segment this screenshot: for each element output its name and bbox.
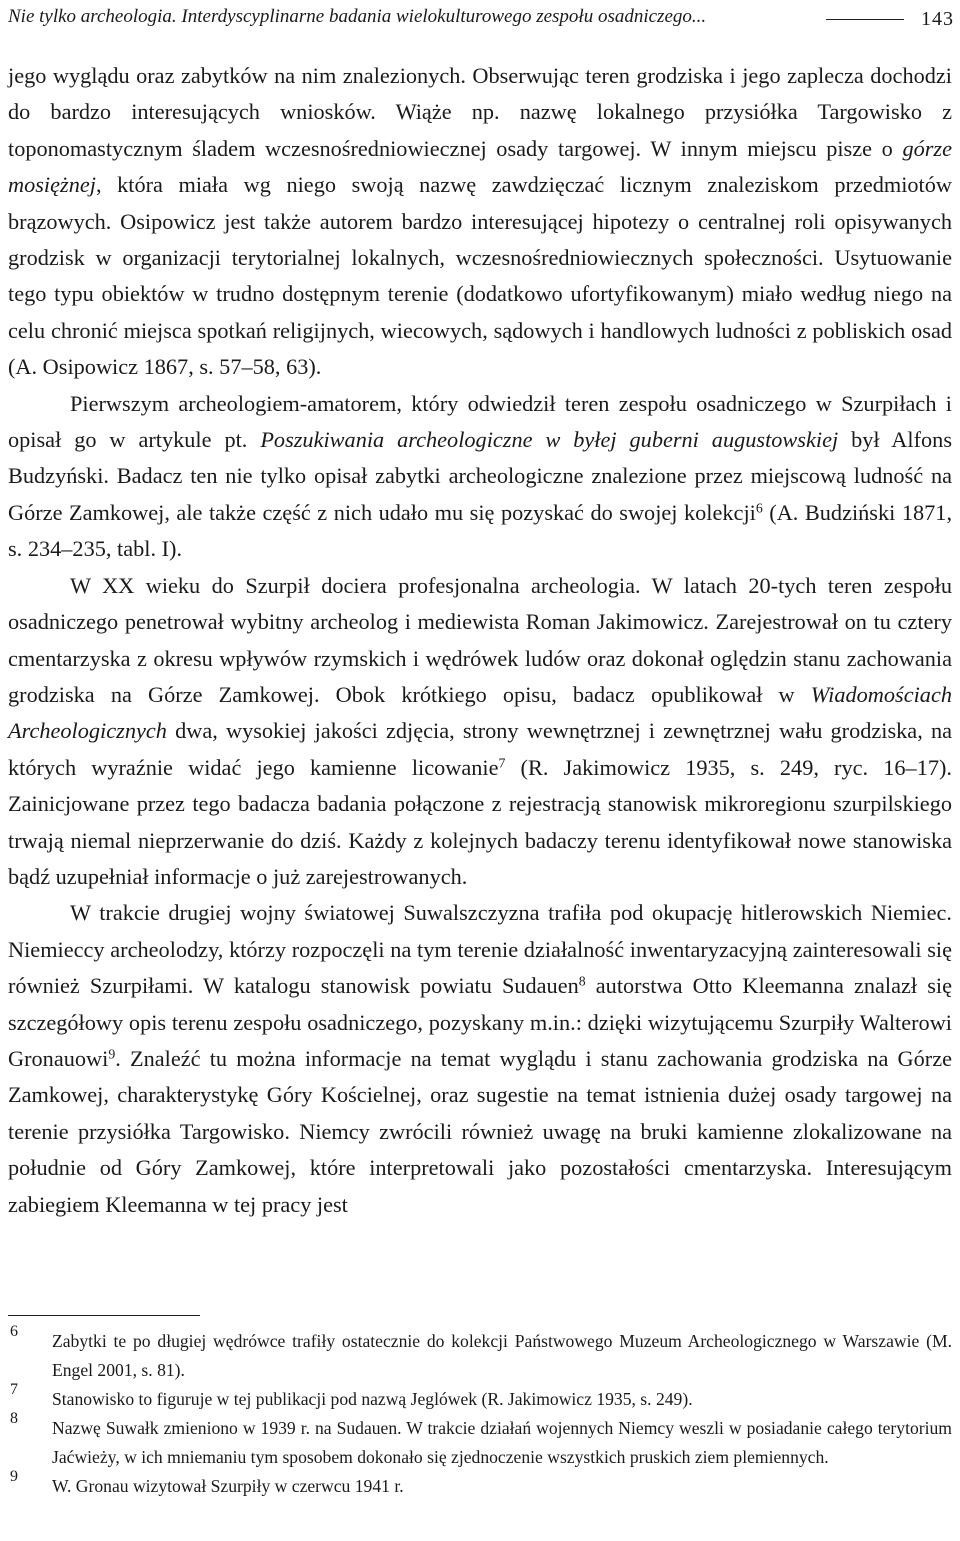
footnote-text: W. Gronau wizytował Szurpiły w czerwcu 1941 r. [52, 1476, 404, 1496]
italic-title: Poszukiwania archeologiczne w byłej guberni augustowskiej [260, 427, 839, 453]
text-run: autorstwa Otto Kleemanna znalazł się szczegółowy opis terenu zespołu osadniczego, pozyskany m.in.: dzięki wizytującemu Szurpiły Walterowi Gronauowi [8, 973, 952, 1071]
paragraph [8, 386, 952, 568]
running-header [8, 4, 956, 30]
footnote-number: 7 [10, 1381, 18, 1398]
text-run: dwa, wysokiej jakości zdjęcia, strony wewnętrznej i zewnętrznej wału grodziska, na których wyraźnie widać jego kamienne licowanie [8, 718, 952, 780]
text-run: (A. Budziński 1871, s. 234–235, tabl. I). [8, 499, 953, 562]
footnote-number: 8 [10, 1410, 18, 1427]
footnotes [8, 1323, 952, 1501]
italic-title: Wiadomościach Archeologicznych [8, 681, 952, 744]
text-run: , która miała wg niego swoją nazwę zawdzięczać licznym znaleziskom przedmiotów brązowych. Osipowicz jest także autorem bardzo interesującej hipotezy o centralnej roli opisywanych grodzisk w organizacji terytorialnej lokalnych, wczesnośredniowiecznych społeczności. Usytuowanie tego typu obiektów w trudno dostępnym terenie (dodatkowo ufortyfikowanym) miało według niego na celu chronić miejsca spotkań religijnych, wiecowych, sądowych i handlowych ludności z pobliskich osad (A. Osipowicz 1867, s. 57–58, 63). [8, 172, 952, 380]
text-run: W XX wieku do Szurpił dociera profesjonalna archeologia. W latach 20-tych teren zespołu osadniczego penetrował wybitny archeolog i mediewista Roman Jakimowicz. Zarejestrował on tu cztery cmentarzyska z okresu wpływów rzymskich i wędrówek ludów oraz dokonał oględzin stanu zachowania grodziska na Górze Zamkowej. Obok krótkiego opisu, badacz opublikował w [8, 572, 952, 707]
paragraph [8, 58, 952, 386]
text-run: jego wyglądu oraz zabytków na nim znalezionych. Obserwując teren grodziska i jego zaplecza dochodzi do bardzo interesujących wniosków. Wiąże np. nazwę lokalnego przysiółka Targowisko z toponomastycznym śladem wczesnośredniowiecznej osady targowej. W innym miejscu pisze o [8, 63, 952, 161]
footnote-text: Zabytki te po długiej wędrówce trafiły ostatecznie do kolekcji Państwowego Muzeum Archeologicznego w Warszawie (M. Engel 2001, s. 81). [52, 1331, 952, 1380]
text-run: był Alfons Budzyński. Badacz ten nie tylko opisał zabytki archeologiczne znalezione przez miejscową ludność na Górze Zamkowej, ale także część z nich udało mu się pozyskać do swojej kolekcji [8, 427, 952, 525]
italic-title: górze mosiężnej [8, 135, 952, 198]
running-title: Nie tylko archeologia. Interdyscyplinarne badania wielokulturowego zespołu osadniczego... [8, 6, 707, 27]
footnote-ref: 7 [498, 755, 506, 771]
footnote [8, 1381, 952, 1414]
footnote-ref: 9 [108, 1046, 116, 1062]
footnote-text: Stanowisko to figuruje w tej publikacji pod nazwą Jeglówek (R. Jakimowicz 1935, s. 249). [52, 1389, 693, 1409]
paragraph [8, 568, 952, 896]
footnote [8, 1323, 952, 1385]
footnote [8, 1410, 952, 1472]
footnote-ref: 6 [755, 500, 763, 516]
footnote [8, 1468, 952, 1501]
footnote-number: 6 [10, 1323, 18, 1340]
footnote-separator [8, 1315, 200, 1316]
page-number: 143 [921, 8, 954, 30]
body-text [8, 58, 952, 1223]
paragraph [8, 895, 952, 1223]
footnote-number: 9 [10, 1468, 18, 1485]
header-rule [826, 19, 904, 20]
text-run: Pierwszym archeologiem-amatorem, który odwiedził teren zespołu osadniczego w Szurpiłach i opisał go w artykule pt. [8, 390, 952, 453]
text-run: W trakcie drugiej wojny światowej Suwalszczyzna trafiła pod okupację hitlerowskich Niemiec. Niemieccy archeolodzy, którzy rozpoczęli na tym terenie działalność inwentaryzacyjną zainteresowali się również Szurpiłami. W katalogu stanowisk powiatu Sudauen [8, 900, 952, 999]
footnote-text: Nazwę Suwałk zmieniono w 1939 r. na Sudauen. W trakcie działań wojennych Niemcy weszli w posiadanie całego terytorium Jaćwieży, w ich mniemaniu tym sposobem dokonało się zjednoczenie wszystkich pruskich ziem plemiennych. [52, 1418, 952, 1467]
text-run: . Znaleźć tu można informacje na temat wyglądu i stanu zachowania grodziska na Górze Zamkowej, charakterystykę Góry Kościelnej, oraz sugestie na temat istnienia dużej osady targowej na terenie przysiółka Targowisko. Niemcy zwrócili również uwagę na bruki kamienne zlokalizowane na południe od Góry Zamkowej, które interpretowali jako pozostałości cmentarzyska. Interesującym zabiegiem Kleemanna w tej pracy jest [8, 1045, 952, 1217]
text-run: (R. Jakimowicz 1935, s. 249, ryc. 16–17). Zainicjowane przez tego badacza badania połączone z rejestracją stanowisk mikroregionu szurpilskiego trwają niemal nieprzerwanie do dziś. Każdy z kolejnych badaczy terenu identyfikował nowe stanowiska bądź uzupełniał informacje o już zarejestrowanych. [8, 754, 952, 889]
footnote-ref: 8 [578, 973, 586, 989]
